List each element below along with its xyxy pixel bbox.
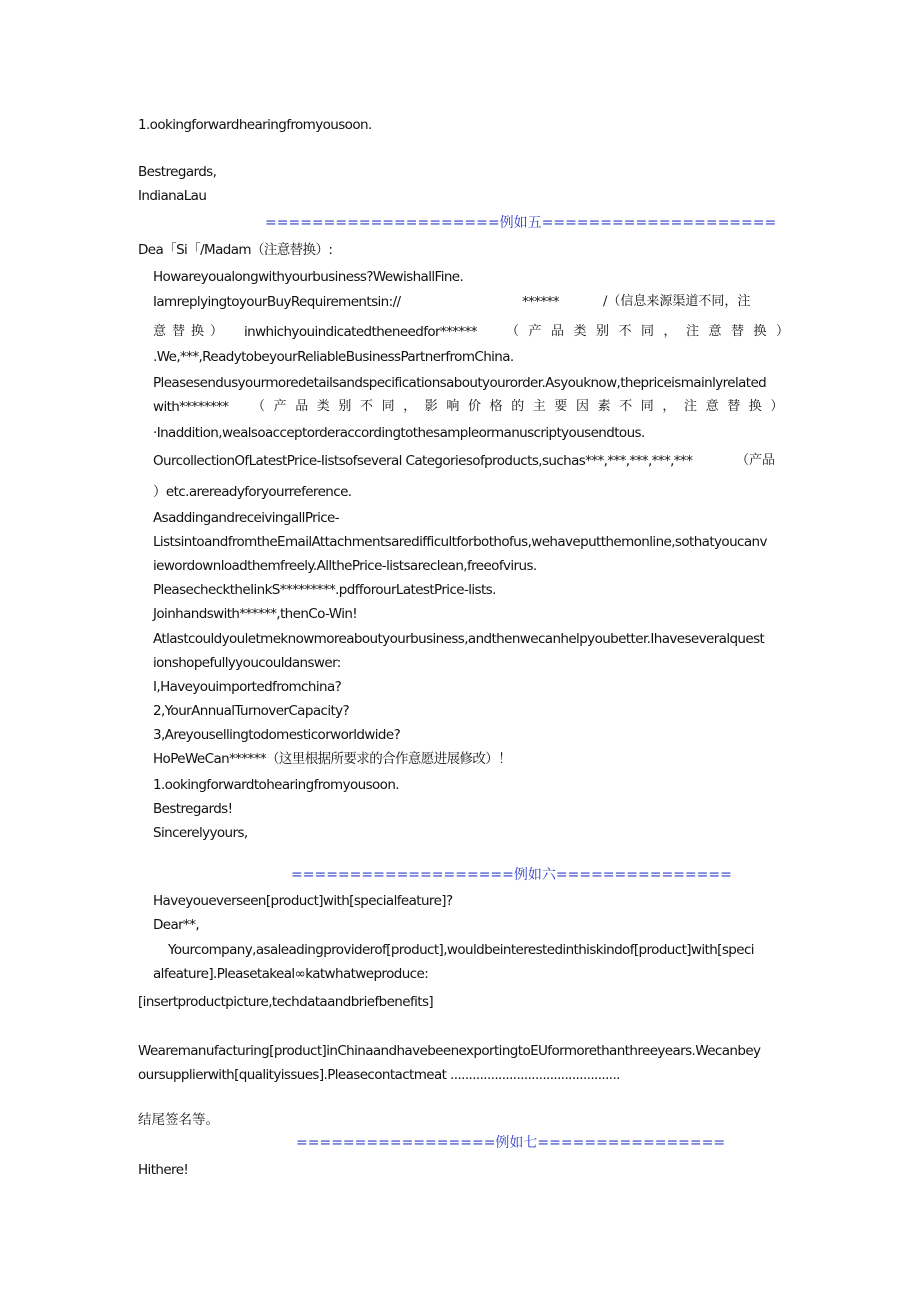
body-line-fragment: （产品类别不同，注意替换）: [506, 324, 799, 339]
best-regards: Bestregards!: [153, 801, 233, 817]
body-line: IamreplyingtoyourBuyRequirementsin://: [153, 294, 401, 310]
body-line: ionshopefullyyoucouldanswer:: [153, 655, 341, 671]
body-line: Joinhandswith******,thenCo-Win!: [153, 606, 358, 622]
salutation: Dear**,: [153, 917, 200, 933]
body-line-fragment: with********: [153, 399, 229, 415]
body-line: Yourcompany,asaleadingproviderof[product],wouldbeinterestedinthiskindof[product]with[speci: [168, 942, 754, 958]
greeting: Hithere!: [138, 1162, 189, 1178]
body-line-fragment: inwhichyouindicatedtheneedfor******: [244, 324, 477, 340]
body-line-fragment: 意替换）: [153, 324, 230, 339]
question-2: 2,YourAnnualTurnoverCapacity?: [153, 703, 350, 719]
body-line: ·Inaddition,wealsoacceptorderaccordingtothesampleormanuscriptyousendtous.: [153, 425, 645, 441]
body-line: ）etc.arereadyforyourreference.: [153, 484, 352, 500]
body-line: Howareyoualongwithyourbusiness?WewishallFine.: [153, 269, 464, 285]
sincerely: Sincerelyyours,: [153, 825, 248, 841]
body-line: Pleasesendusyourmoredetailsandspecificationsaboutyourorder.Asyouknow,thepriceismainlyrelated: [153, 375, 767, 391]
closing-line: 1.ookingforwardtohearingfromyousoon.: [153, 777, 399, 793]
body-line: OurcollectionOfLatestPrice-Iistsofseveral Categoriesofproducts,suchas***,***,***,***,***: [153, 453, 693, 469]
divider-example-7: =================例如七================: [296, 1135, 726, 1151]
signature: IndianaLau: [138, 188, 207, 204]
closing-note: 结尾签名等。: [138, 1112, 219, 1128]
body-line-fragment: （产品类别不同，影响价格的主要因素不同，注意替换）: [252, 399, 793, 414]
divider-example-6: ===================例如六===============: [291, 867, 732, 883]
divider-example-5: ====================例如五====================: [265, 215, 777, 231]
question-3: 3,Areyousellingtodomesticorworldwide?: [153, 727, 401, 743]
body-line-fragment: /（信息来源渠道不同，注: [603, 294, 751, 309]
body-line: Atlastcouldyouletmeknowmoreaboutyourbusiness,andthenwecanhelpyoubetter.Ihaveseveralquest: [153, 631, 765, 647]
closing-line: 1.ookingforwardhearingfromyousoon.: [138, 117, 372, 133]
question-1: I,Haveyouimportedfromchina?: [153, 679, 342, 695]
subject-line: Haveyoueverseen[product]with[specialfeature]?: [153, 893, 453, 909]
body-line: .We,***,ReadytobeyourReliableBusinessPartnerfromChina.: [153, 349, 514, 365]
body-line: [insertproductpicture,techdataandbriefbenefits]: [138, 994, 434, 1010]
body-line: oursupplierwith[qualityissues].Pleasecontactmeat ..............................................: [138, 1067, 620, 1083]
best-regards: Bestregards,: [138, 164, 217, 180]
body-line-fragment: （产品: [736, 453, 776, 468]
body-line: alfeature].Pleasetakeal∞katwhatweproduce:: [153, 966, 429, 982]
body-line-fragment: ******: [522, 294, 559, 310]
body-line: Wearemanufacturing[product]inChinaandhavebeenexportingtoEUformorethanthreeyears.Wecanbey: [138, 1043, 761, 1059]
body-line: AsaddingandreceivingallPrice-: [153, 510, 340, 526]
body-line: iewordownloadthemfreely.AllthePrice-listsareclean,freeofvirus.: [153, 558, 537, 574]
salutation: Dea「Si「/Madam（注意替换）:: [138, 242, 333, 258]
body-line: HoPeWeCan******（这里根据所要求的合作意愿进展修改）！: [153, 751, 512, 767]
body-line: PleasechecktheIinkS*********.pdfforourLatestPrice-lists.: [153, 582, 496, 598]
body-line: ListsintoandfromtheEmailAttachmentsaredifficultforbothofus,wehaveputthemonline,sothatyoucanv: [153, 534, 767, 550]
